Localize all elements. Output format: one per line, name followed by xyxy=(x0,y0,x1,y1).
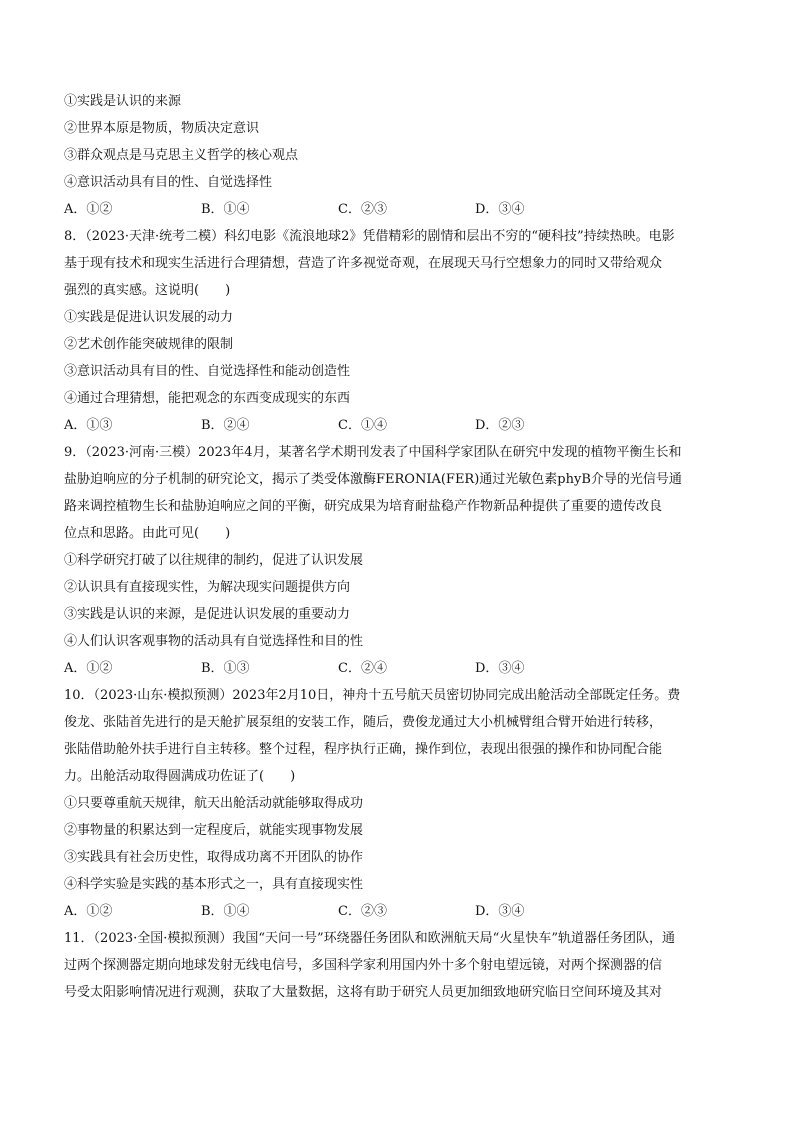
answer-c: C．①④ xyxy=(338,418,387,433)
answer-d: D．③④ xyxy=(475,661,525,676)
question-8 xyxy=(64,223,734,439)
stem-line: 基于现有技术和现实生活进行合理猜想，营造了许多视觉奇观，在展现天马行空想象力的同时又带给观众 xyxy=(64,256,663,271)
option-1: ①实践是认识的来源 xyxy=(64,94,182,109)
stem-line: 俊龙、张陆首先进行的是天舱扩展泵组的安装工作，随后，费俊龙通过大小机械臂组合臂开始进行转移， xyxy=(64,715,663,730)
answer-b: B．②④ xyxy=(201,418,250,433)
answer-b: B．①③ xyxy=(201,661,250,676)
question-8-answers xyxy=(64,412,734,439)
question-9-answers xyxy=(64,655,734,682)
answer-d: D．③④ xyxy=(475,202,525,217)
question-10 xyxy=(64,682,734,925)
option-3: ③实践是认识的来源，是促进认识发展的重要动力 xyxy=(64,607,351,622)
answer-a: A．①③ xyxy=(64,418,113,433)
answer-b: B．①④ xyxy=(201,904,250,919)
option-4: ④科学实验是实践的基本形式之一，具有直接现实性 xyxy=(64,877,364,892)
option-2: ②世界本原是物质，物质决定意识 xyxy=(64,121,260,136)
answer-a: A．①② xyxy=(64,904,113,919)
option-4: ④意识活动具有目的性、自觉选择性 xyxy=(64,175,273,190)
stem-line: 路来调控植物生长和盐胁迫响应之间的平衡，研究成果为培育耐盐稳产作物新品种提供了重要的遗传改良 xyxy=(64,499,663,514)
question-7-answers xyxy=(64,196,734,223)
option-2: ②认识具有直接现实性，为解决现实问题提供方向 xyxy=(64,580,351,595)
option-4: ④人们认识客观事物的活动具有自觉选择性和目的性 xyxy=(64,634,364,649)
question-9-stem xyxy=(64,439,734,547)
stem-line: 8．（2023·天津·统考二模）科幻电影《流浪地球2》凭借精彩的剧情和层出不穷的“硬科技”持续热映。电影 xyxy=(64,229,675,244)
option-2: ②艺术创作能突破规律的限制 xyxy=(64,337,234,352)
question-10-stem xyxy=(64,682,734,790)
stem-line: 强烈的真实感。这说明( ) xyxy=(64,283,231,298)
stem-line: 位点和思路。由此可见( ) xyxy=(64,526,231,541)
stem-line: 力。出舱活动取得圆满成功佐证了( ) xyxy=(64,769,296,784)
answer-c: C．②③ xyxy=(338,202,387,217)
page-content xyxy=(64,88,734,1006)
stem-line: 张陆借助舱外扶手进行自主转移。整个过程，程序执行正确，操作到位，表现出很强的操作和协同配合能 xyxy=(64,742,663,757)
stem-line: 11．（2023·全国·模拟预测）我国“天问一号”环绕器任务团队和欧洲航天局“火星快车”轨道器任务团队，通 xyxy=(64,931,675,946)
option-3: ③群众观点是马克思主义哲学的核心观点 xyxy=(64,148,299,163)
answer-b: B．①④ xyxy=(201,202,250,217)
option-1: ①实践是促进认识发展的动力 xyxy=(64,310,234,325)
answer-c: C．②④ xyxy=(338,661,387,676)
question-9 xyxy=(64,439,734,682)
answer-a: A．①② xyxy=(64,202,113,217)
option-4: ④通过合理猜想，能把观念的东西变成现实的东西 xyxy=(64,391,351,406)
stem-line: 10．（2023·山东·模拟预测）2023年2月10日，神舟十五号航天员密切协同完成出舱活动全部既定任务。费 xyxy=(64,688,681,703)
stem-line: 过两个探测器定期向地球发射无线电信号，多国科学家利用国内外十多个射电望远镜，对两个探测器的信 xyxy=(64,958,663,973)
answer-d: D．③④ xyxy=(475,904,525,919)
option-3: ③实践具有社会历史性，取得成功离不开团队的协作 xyxy=(64,850,364,865)
question-10-answers xyxy=(64,898,734,925)
option-2: ②事物量的积累达到一定程度后，就能实现事物发展 xyxy=(64,823,364,838)
question-11-stem xyxy=(64,925,734,1006)
question-8-stem xyxy=(64,223,734,304)
question-11 xyxy=(64,925,734,1006)
stem-line: 9．（2023·河南·三模）2023年4月，某著名学术期刊发表了中国科学家团队在研究中发现的植物平衡生长和 xyxy=(64,445,682,460)
option-1: ①科学研究打破了以往规律的制约，促进了认识发展 xyxy=(64,553,364,568)
stem-line: 盐胁迫响应的分子机制的研究论文，揭示了类受体激酶FERONIA(FER)通过光敏色素phyB介导的光信号通 xyxy=(64,472,682,487)
answer-d: D．②③ xyxy=(475,418,525,433)
answer-a: A．①② xyxy=(64,661,113,676)
answer-c: C．②③ xyxy=(338,904,387,919)
option-3: ③意识活动具有目的性、自觉选择性和能动创造性 xyxy=(64,364,351,379)
option-1: ①只要尊重航天规律，航天出舱活动就能够取得成功 xyxy=(64,796,364,811)
question-7-options xyxy=(64,88,734,196)
stem-line: 号受太阳影响情况进行观测，获取了大量数据，这将有助于研究人员更加细致地研究临日空间环境及其对 xyxy=(64,985,663,1000)
